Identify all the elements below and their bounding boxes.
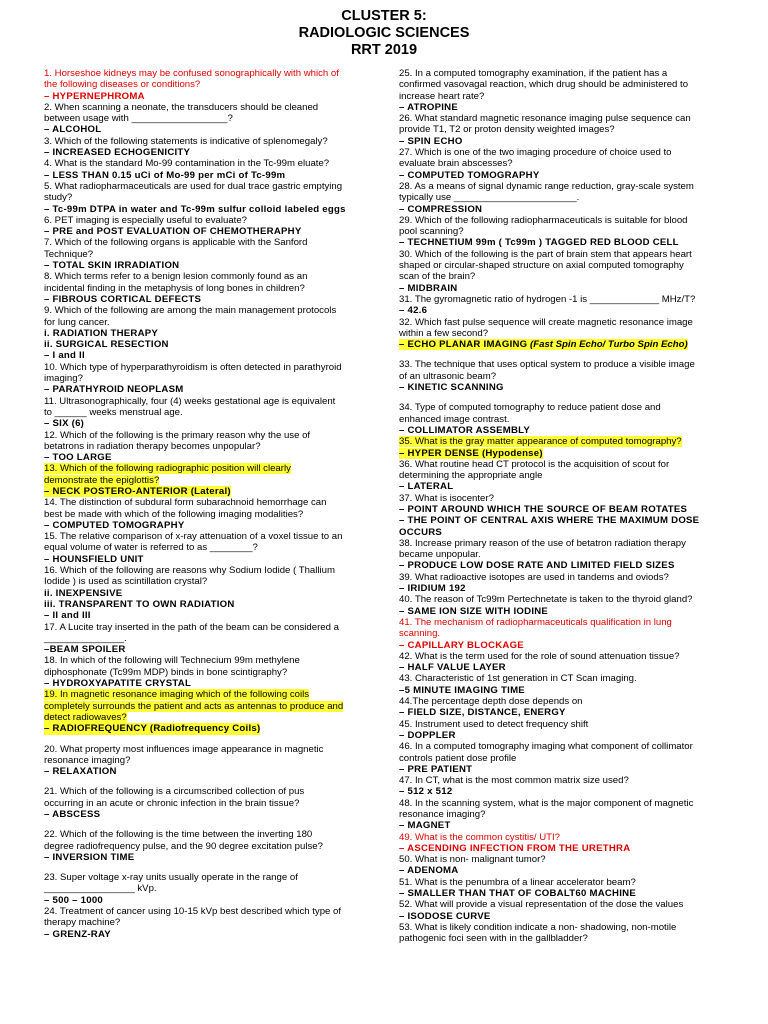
question-item <box>44 305 372 361</box>
question-item <box>44 430 372 464</box>
answer-text: – 500 – 1000 <box>44 894 104 906</box>
question-text: resonance imaging? <box>399 809 486 820</box>
question-text: of an ultrasonic beam? <box>399 370 497 382</box>
answer-text: – I and II <box>44 350 85 362</box>
question-item <box>44 497 372 531</box>
question-item <box>399 359 729 393</box>
question-text: provide T1, T2 or proton density weighted images? <box>399 124 615 136</box>
question-text: 32. Which fast pulse sequence will create magnetic resonance image <box>399 316 693 328</box>
question-text: the following diseases or conditions? <box>44 79 201 91</box>
answer-text: – COMPRESSION <box>399 203 483 215</box>
question-text: 14. The distinction of subdural form subarachnoid hemorrhage can <box>44 497 327 509</box>
question-text: enhanced image contrast. <box>399 413 510 425</box>
answer-text: – HYPER DENSE (Hypodense) <box>399 447 543 459</box>
answer-text: – LESS THAN 0.15 uCi of Mo-99 per mCi of Tc-99m <box>44 169 286 181</box>
question-text: resonance imaging? <box>44 754 131 766</box>
answer-text: – IRIDIUM 192 <box>399 583 466 595</box>
question-text: 42. What is the term used for the role of sound attenuation tissue? <box>399 650 680 662</box>
question-item <box>399 673 729 696</box>
question-text: 11. Ultrasonographically, four (4) weeks gestational age is equivalent <box>44 395 336 407</box>
question-text: 49. What is the common cystitis/ UTI? <box>399 831 561 843</box>
question-text: betatrons in radiation therapy becomes unpopular? <box>44 440 261 452</box>
question-text: 19. In magnetic resonance imaging which of the following coils <box>44 689 310 701</box>
question-item <box>399 899 729 922</box>
answer-alternative: (Fast Spin Echo/ Turbo Spin Echo) <box>527 339 688 351</box>
question-text: 6. PET imaging is especially useful to evaluate? <box>44 214 248 226</box>
question-text: 46. In a computed tomography imaging what component of collimator <box>399 741 693 753</box>
question-text: 24. Treatment of cancer using 10-15 kVp best described which type of <box>44 906 342 918</box>
answer-main: – ECHO PLANAR IMAGING <box>399 339 528 351</box>
question-text: within a few second? <box>399 327 489 339</box>
answer-text: – Tc-99m DTPA in water and Tc-99m sulfur colloid labeled eggs <box>44 203 346 215</box>
question-item <box>44 362 372 396</box>
question-item <box>399 294 729 317</box>
question-text: 40. The reason of Tc99m Pertechnetate is taken to the thyroid gland? <box>399 594 693 606</box>
answer-text: – THE POINT OF CENTRAL AXIS WHERE THE MAXIMUM DOSE <box>399 515 700 527</box>
question-text: 3. Which of the following statements is indicative of splenomegaly? <box>44 135 328 147</box>
question-text: to ______ weeks menstrual age. <box>44 406 183 418</box>
question-text: 12. Which of the following is the primary reason why the use of <box>44 429 311 441</box>
answer-text: –5 MINUTE IMAGING TIME <box>399 684 525 696</box>
question-text: 41. The mechanism of radiopharmaceuticals qualification in lung <box>399 616 672 628</box>
answer-text: – ADENOMA <box>399 865 459 877</box>
answer-text: – COLLIMATOR ASSEMBLY <box>399 424 531 436</box>
question-text: 16. Which of the following are reasons why Sodium Iodide ( Thallium <box>44 565 335 577</box>
answer-text: – GRENZ-RAY <box>44 928 111 940</box>
question-text: incidental finding in the metaphysis of long bones in children? <box>44 282 305 294</box>
header-cluster: CLUSTER 5: <box>341 8 427 24</box>
question-text: 48. In the scanning system, what is the major component of magnetic <box>399 797 694 809</box>
answer-text: – PRE and POST EVALUATION OF CHEMOTHERAPHY <box>44 226 302 238</box>
question-item <box>44 215 372 238</box>
answer-text: – PRE PATIENT <box>399 763 473 775</box>
question-item <box>399 922 729 945</box>
answer-text: – DOPPLER <box>399 729 456 741</box>
question-item <box>399 594 729 617</box>
answer-text: – INVERSION TIME <box>44 851 135 863</box>
question-text: for lung cancer. <box>44 316 110 328</box>
answer-text: – COMPUTED TOMOGRAPHY <box>399 169 540 181</box>
question-text: controls patient dose profile <box>399 752 517 764</box>
question-text: degree radiofrequency pulse, and the 90 degree excitation pulse? <box>44 840 323 852</box>
answer-text: – MAGNET <box>399 820 451 832</box>
answer-text: – TOO LARGE <box>44 452 112 464</box>
question-text: confirmed vasovagal reaction, which drug should be administered to <box>399 79 689 91</box>
question-text: 17. A Lucite tray inserted in the path of the beam can be considered a <box>44 621 339 633</box>
question-text: 25. In a computed tomography examination, if the patient has a <box>399 68 668 79</box>
answer-text: – RELAXATION <box>44 766 117 778</box>
answer-text: i. RADIATION THERAPY <box>44 327 159 339</box>
question-text: 27. Which is one of the two imaging procedure of choice used to <box>399 147 672 159</box>
question-item <box>399 877 729 900</box>
answer-text: – PARATHYROID NEOPLASM <box>44 384 184 396</box>
answer-text: – SMALLER THAN THAT OF COBALT60 MACHINE <box>399 888 636 900</box>
question-item <box>44 744 372 778</box>
answer-text: – ALCOHOL <box>44 124 102 136</box>
answer-text: – TECHNETIUM 99m ( Tc99m ) TAGGED RED BLOOD CELL <box>399 237 679 249</box>
answer-text <box>399 339 688 350</box>
answer-text: – ASCENDING INFECTION FROM THE URETHRA <box>399 842 631 854</box>
question-item <box>399 617 729 651</box>
question-text: between usage with __________________? <box>44 113 233 125</box>
question-text: equal volume of water is referred to as ________? <box>44 542 258 554</box>
question-text: pathogenic foci seen with in the gallbladder? <box>399 933 588 945</box>
question-text: 47. In CT, what is the most common matrix size used? <box>399 775 629 787</box>
question-text: 18. In which of the following will Technecium 99m methylene <box>44 655 300 667</box>
question-item <box>44 102 372 136</box>
question-text: 9. Which of the following are among the main management protocols <box>44 305 337 317</box>
question-item <box>44 463 372 497</box>
answer-text: – PRODUCE LOW DOSE RATE AND LIMITED FIELD SIZES <box>399 560 675 572</box>
answer-text: ii. INEXPENSIVE <box>44 587 123 599</box>
answer-text: – NECK POSTERO-ANTERIOR (Lateral) <box>44 485 231 497</box>
answer-text: –BEAM SPOILER <box>44 644 126 656</box>
question-text: 28. As a means of signal dynamic range reduction, gray-scale system <box>399 180 694 192</box>
question-text: 15. The relative comparison of x-ray attenuation of a voxel tissue to an <box>44 531 343 543</box>
document-header <box>0 8 768 59</box>
question-item <box>399 147 729 181</box>
answer-text: – ABSCESS <box>44 809 101 820</box>
question-text: 22. Which of the following is the time between the inverting 180 <box>44 829 313 841</box>
question-text: imaging? <box>44 373 83 385</box>
question-text: detect radiowaves? <box>44 711 127 723</box>
question-text: 20. What property most influences image appearance in magnetic <box>44 743 324 755</box>
answer-text: ii. SURGICAL RESECTION <box>44 339 169 351</box>
answer-text: – CAPILLARY BLOCKAGE <box>399 639 524 651</box>
question-text: 1. Horseshoe kidneys may be confused sonographically with which of <box>44 68 339 79</box>
question-text: 8. Which terms refer to a benign lesion commonly found as an <box>44 271 308 283</box>
question-item <box>399 651 729 674</box>
question-item <box>399 741 729 775</box>
question-item <box>399 181 729 215</box>
question-text: _______________. <box>44 632 127 644</box>
answer-text: – KINETIC SCANNING <box>399 382 504 394</box>
question-text: became unpopular. <box>399 549 481 561</box>
question-item <box>399 854 729 877</box>
question-text: 38. Increase primary reason of the use of betatron radiation therapy <box>399 537 686 549</box>
question-item <box>399 832 729 855</box>
answer-text: – 512 x 512 <box>399 786 453 798</box>
answer-text: – LATERAL <box>399 481 454 493</box>
question-item <box>44 181 372 215</box>
question-text: 43. Characteristic of 1st generation in CT Scan imaging. <box>399 673 637 685</box>
question-text: evaluate brain abscesses? <box>399 158 513 170</box>
answer-text: – II and III <box>44 610 91 622</box>
question-text: _________________ kVp. <box>44 883 157 895</box>
question-text: 4. What is the standard Mo-99 contamination in the Tc-99m eluate? <box>44 158 330 170</box>
question-text: 13. Which of the following radiographic position will clearly <box>44 463 291 475</box>
answer-text: – FIBROUS CORTICAL DEFECTS <box>44 293 202 305</box>
header-subject: RADIOLOGIC SCIENCES <box>298 25 470 41</box>
question-text: 35. What is the gray matter appearance of computed tomography? <box>399 436 682 448</box>
question-text: Iodide ) is used as scintillation crystal? <box>44 576 208 588</box>
answer-text: – ISODOSE CURVE <box>399 910 491 922</box>
question-text: 10. Which type of hyperparathyroidism is often detected in parathyroid <box>44 361 342 373</box>
question-text: 21. Which of the following is a circumscribed collection of pus <box>44 786 305 798</box>
question-text: 50. What is non- malignant tumor? <box>399 854 546 866</box>
answer-text: – INCREASED ECHOGENICITY <box>44 147 191 159</box>
question-text: Technique? <box>44 248 94 260</box>
question-item <box>44 622 372 656</box>
question-text: diphosphonate (Tc99m MDP) binds in bone scintigraphy? <box>44 666 288 678</box>
question-text: demonstrate the epiglottis? <box>44 474 160 486</box>
answer-text: OCCURS <box>399 526 443 538</box>
question-text: 2. When scanning a neonate, the transducers should be cleaned <box>44 101 319 113</box>
question-text: 53. What is likely condition indicate a non- shadowing, non-motile <box>399 921 677 933</box>
question-text: scanning. <box>399 628 441 640</box>
answer-text: – HALF VALUE LAYER <box>399 662 506 674</box>
question-item <box>399 696 729 719</box>
question-item <box>44 689 372 734</box>
question-item <box>44 396 372 430</box>
question-item <box>399 719 729 742</box>
question-text: typically use _______________________. <box>399 192 580 204</box>
question-text: 33. The technique that uses optical system to produce a visible image <box>399 359 695 371</box>
question-text: 29. Which of the following radiopharmaceuticals is suitable for blood <box>399 214 688 226</box>
question-text: 26. What standard magnetic resonance imaging pulse sequence can <box>399 113 691 125</box>
question-text: 34. Type of computed tomography to reduce patient dose and <box>399 402 661 414</box>
answer-text: – COMPUTED TOMOGRAPHY <box>44 519 185 531</box>
question-item <box>399 317 729 351</box>
question-text: 39. What radioactive isotopes are used in tandems and oviods? <box>399 571 669 583</box>
question-item <box>399 798 729 832</box>
question-text: 36. What routine head CT protocol is the acquisition of scout for <box>399 458 670 470</box>
header-exam: RRT 2019 <box>350 42 418 58</box>
answer-text: – RADIOFREQUENCY (Radiofrequency Coils) <box>44 723 261 735</box>
question-item <box>44 786 372 820</box>
question-text: 51. What is the penumbra of a linear accelerator beam? <box>399 876 636 888</box>
question-text: therapy machine? <box>44 917 121 929</box>
question-item <box>44 906 372 940</box>
question-item <box>44 68 372 102</box>
question-text: 5. What radiopharmaceuticals are used for dual trace gastric emptying <box>44 180 343 192</box>
question-text: scan of the brain? <box>399 271 476 283</box>
question-text: 30. Which of the following is the part of brain stem that appears heart <box>399 248 692 260</box>
question-item <box>399 215 729 249</box>
right-column <box>399 68 729 945</box>
answer-text: – 42.6 <box>399 305 428 317</box>
question-item <box>44 237 372 271</box>
question-text: 31. The gyromagnetic ratio of hydrogen -1 is _____________ MHz/T? <box>399 293 696 305</box>
question-text: completely surrounds the patient and acts as antennas to produce and <box>44 700 344 712</box>
answer-text: – HYPERNEPHROMA <box>44 90 145 102</box>
question-item <box>44 655 372 689</box>
question-item <box>399 402 729 436</box>
question-text: 7. Which of the following organs is applicable with the Sanford <box>44 237 308 249</box>
question-item <box>399 493 729 538</box>
question-item <box>399 436 729 459</box>
question-item <box>399 775 729 798</box>
question-text: 23. Super voltage x-ray units usually operate in the range of <box>44 872 298 884</box>
question-text: 44.The percentage depth dose depends on <box>399 696 583 708</box>
question-item <box>399 68 729 113</box>
question-item <box>44 829 372 863</box>
question-text: shaped or circular-shaped structure on axial computed tomography <box>399 260 684 272</box>
question-item <box>44 872 372 906</box>
answer-text: – MIDBRAIN <box>399 282 458 294</box>
question-text: determining the appropriate angle <box>399 470 543 482</box>
answer-text: – SIX (6) <box>44 418 85 430</box>
question-text: study? <box>44 192 73 204</box>
question-item <box>44 271 372 305</box>
answer-text: – HOUNSFIELD UNIT <box>44 553 144 565</box>
question-text: occurring in an acute or chronic infection in the brain tissue? <box>44 797 300 809</box>
question-text: increase heart rate? <box>399 90 485 102</box>
answer-text: iii. TRANSPARENT TO OWN RADIATION <box>44 598 235 610</box>
question-item <box>44 158 372 181</box>
left-column <box>44 68 372 940</box>
answer-text: – SPIN ECHO <box>399 135 463 147</box>
question-item <box>399 459 729 493</box>
answer-text: – ATROPINE <box>399 101 459 113</box>
question-item <box>399 249 729 294</box>
question-item <box>44 136 372 159</box>
question-item <box>399 113 729 147</box>
question-text: pool scanning? <box>399 226 464 238</box>
answer-text: – POINT AROUND WHICH THE SOURCE OF BEAM ROTATES <box>399 503 688 515</box>
question-text: 37. What is isocenter? <box>399 492 494 504</box>
question-item <box>44 531 372 565</box>
answer-text: – SAME ION SIZE WITH IODINE <box>399 605 549 617</box>
question-text: 52. What will provide a visual representation of the dose the values <box>399 899 684 911</box>
answer-text: – TOTAL SKIN IRRADIATION <box>44 260 180 272</box>
question-text: 45. Instrument used to detect frequency shift <box>399 718 589 730</box>
question-text: best be made with which of the following imaging modalities? <box>44 508 304 520</box>
answer-text: – FIELD SIZE, DISTANCE, ENERGY <box>399 707 566 719</box>
question-item <box>399 572 729 595</box>
answer-text: – HYDROXYAPATITE CRYSTAL <box>44 678 192 690</box>
question-item <box>399 538 729 572</box>
question-item <box>44 565 372 621</box>
